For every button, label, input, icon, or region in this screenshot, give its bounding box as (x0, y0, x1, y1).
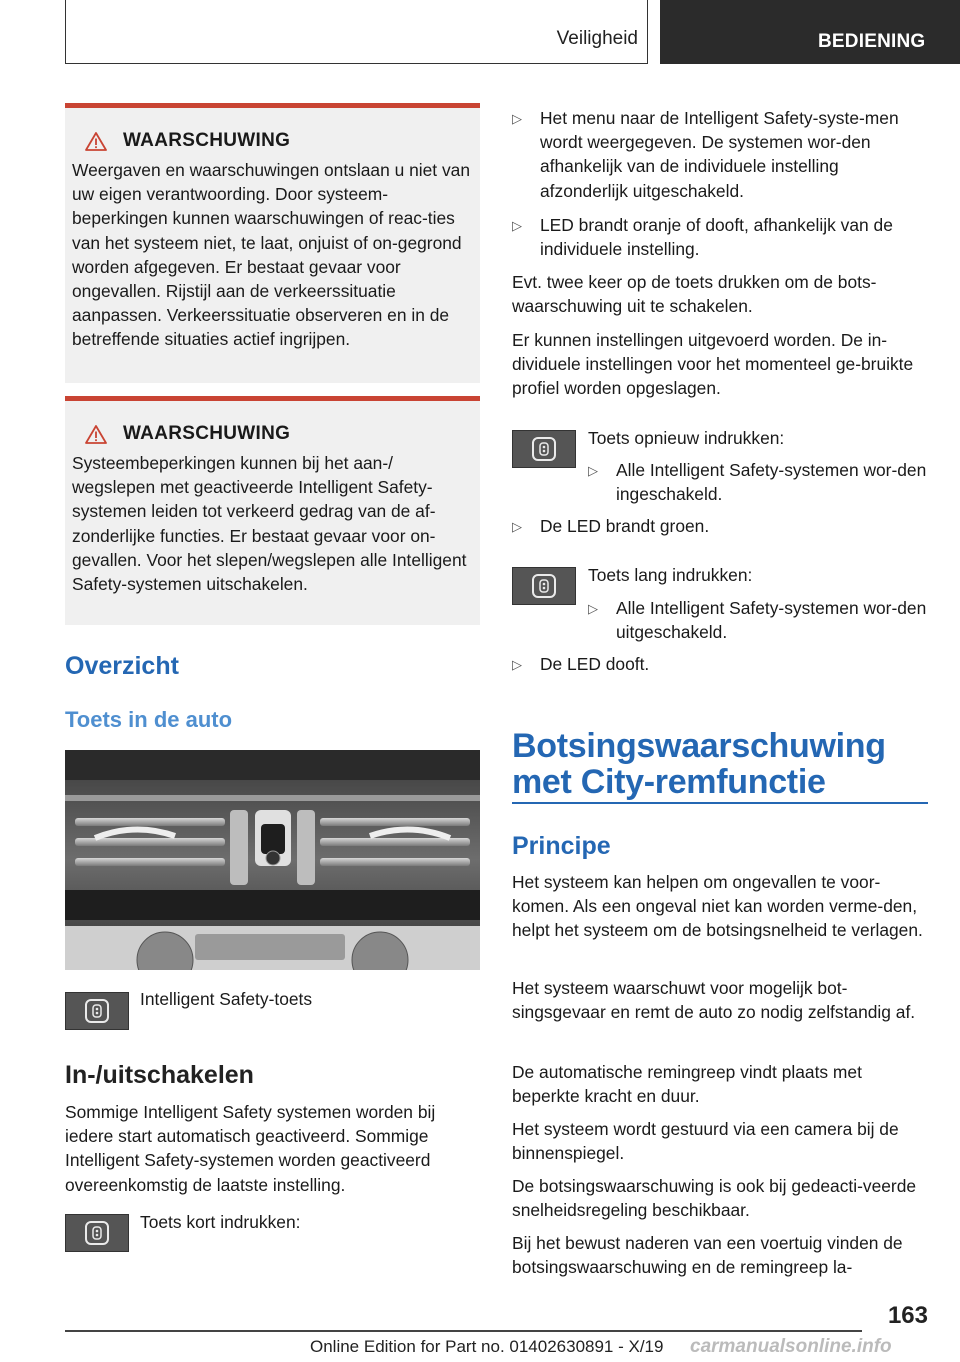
triangle-bullet-icon: ▷ (512, 519, 522, 534)
warning-text: Systeembeperkingen kunnen bij het aan-/ wegslepen met geactiveerde Intelligent Safety-systemen leiden tot verkeerd gedrag van de af-zonderlijke functies. Er bestaat gevaar voor on-gevallen. Voor het slepen/wegslepen alle Intelligent Safety-systemen uitschakelen. (72, 453, 467, 595)
heading-toets-in-de-auto: Toets in de auto (65, 707, 233, 732)
warning-box-1 (65, 103, 480, 383)
warning-triangle-icon (85, 132, 107, 151)
paragraph: Evt. twee keer op de toets drukken om de bots-waarschuwing uit te schakelen. (512, 272, 877, 317)
header-chapter: BEDIENING (660, 0, 960, 64)
dashboard-photo (65, 750, 480, 970)
paragraph: Bij het bewust naderen van een voertuig vinden de botsingswaarschuwing en de remingreep la- (512, 1233, 903, 1278)
heading-botsingswaarschuwing: Botsingswaarschuwing met City-remfunctie (512, 727, 886, 801)
triangle-bullet-icon: ▷ (512, 218, 522, 233)
warning-title: WAARSCHUWING (123, 130, 291, 151)
warning-triangle-icon (85, 425, 107, 444)
paragraph: Het systeem kan helpen om ongevallen te voor-komen. Als een ongeval niet kan worden verme-den, helpt het systeem om de botsingsnelheid te verlagen. (512, 872, 923, 941)
header-section: Veiligheid (556, 28, 638, 49)
list-item: ▷ Alle Intelligent Safety-systemen wor-den ingeschakeld. (588, 458, 928, 506)
heading-overzicht: Overzicht (65, 652, 179, 680)
page-number: 163 (887, 1302, 928, 1329)
triangle-bullet-icon: ▷ (588, 463, 598, 478)
paragraph: Het systeem waarschuwt voor mogelijk bot-singsgevaar en remt de auto zo nodig zelfstandig af. (512, 978, 916, 1023)
caption-lang-indrukken: Toets lang indrukken: (588, 565, 753, 585)
heading-rule (512, 802, 928, 804)
list-item: ▷ De LED brandt groen. (512, 514, 928, 539)
list-item: ▷ Alle Intelligent Safety-systemen wor-den uitgeschakeld. (588, 596, 928, 644)
heading-in-uitschakelen: In-/uitschakelen (65, 1061, 254, 1089)
footer-edition: Online Edition for Part no. 01402630891 - X/19 (310, 1337, 664, 1356)
list-item: ▷ De LED dooft. (512, 652, 928, 677)
intelligent-safety-key-icon (512, 567, 576, 605)
warning-text: Weergaven en waarschuwingen ontslaan u niet van uw eigen verantwoording. Door systeem-beperkingen kunnen waarschuwingen of reac-ties van het systeem niet, te laat, onjuist of on-gegrond worden afgegeven. Er bestaat gevaar voor ongevallen. Rijstijl aan de verkeerssituatie aanpassen. Verkeerssituatie observeren en in de betreffende situaties actief ingrijpen. (72, 160, 470, 350)
footer-watermark: carmanualsonline.info (690, 1336, 892, 1357)
triangle-bullet-icon: ▷ (512, 657, 522, 672)
triangle-bullet-icon: ▷ (588, 601, 598, 616)
list-item: ▷ Het menu naar de Intelligent Safety-syste-men wordt weergegeven. De systemen wor-den afhankelijk van de individuele instelling afzonderlijk uitgeschakeld. (512, 106, 928, 203)
intelligent-safety-key-icon (65, 992, 129, 1030)
paragraph: Het systeem wordt gestuurd via een camera bij de binnenspiegel. (512, 1119, 899, 1164)
icon-caption-safety-key: Intelligent Safety-toets (140, 989, 313, 1009)
paragraph: De automatische remingreep vindt plaats met beperkte kracht en duur. (512, 1062, 862, 1107)
intelligent-safety-key-icon (512, 430, 576, 468)
warning-box-2 (65, 396, 480, 625)
heading-principe: Principe (512, 832, 611, 860)
intelligent-safety-key-icon (65, 1214, 129, 1252)
caption-kort-indrukken: Toets kort indrukken: (140, 1212, 301, 1232)
list-item: ▷ LED brandt oranje of dooft, afhankelijk van de individuele instelling. (512, 213, 928, 261)
caption-opnieuw-indrukken: Toets opnieuw indrukken: (588, 428, 785, 448)
footer-rule (65, 1330, 862, 1332)
warning-title: WAARSCHUWING (123, 423, 291, 444)
paragraph: De botsingswaarschuwing is ook bij gedeacti-veerde snelheidsregeling beschikbaar. (512, 1176, 917, 1221)
triangle-bullet-icon: ▷ (512, 111, 522, 126)
inuit-paragraph: Sommige Intelligent Safety systemen worden bij iedere start automatisch geactiveerd. Sommige Intelligent Safety-systemen worden geactiveerd overeenkomstig de laatste instelling. (65, 1102, 436, 1195)
paragraph: Er kunnen instellingen uitgevoerd worden. De in-dividuele instellingen voor het momenteel ge-bruikte profiel worden opgeslagen. (512, 330, 914, 399)
